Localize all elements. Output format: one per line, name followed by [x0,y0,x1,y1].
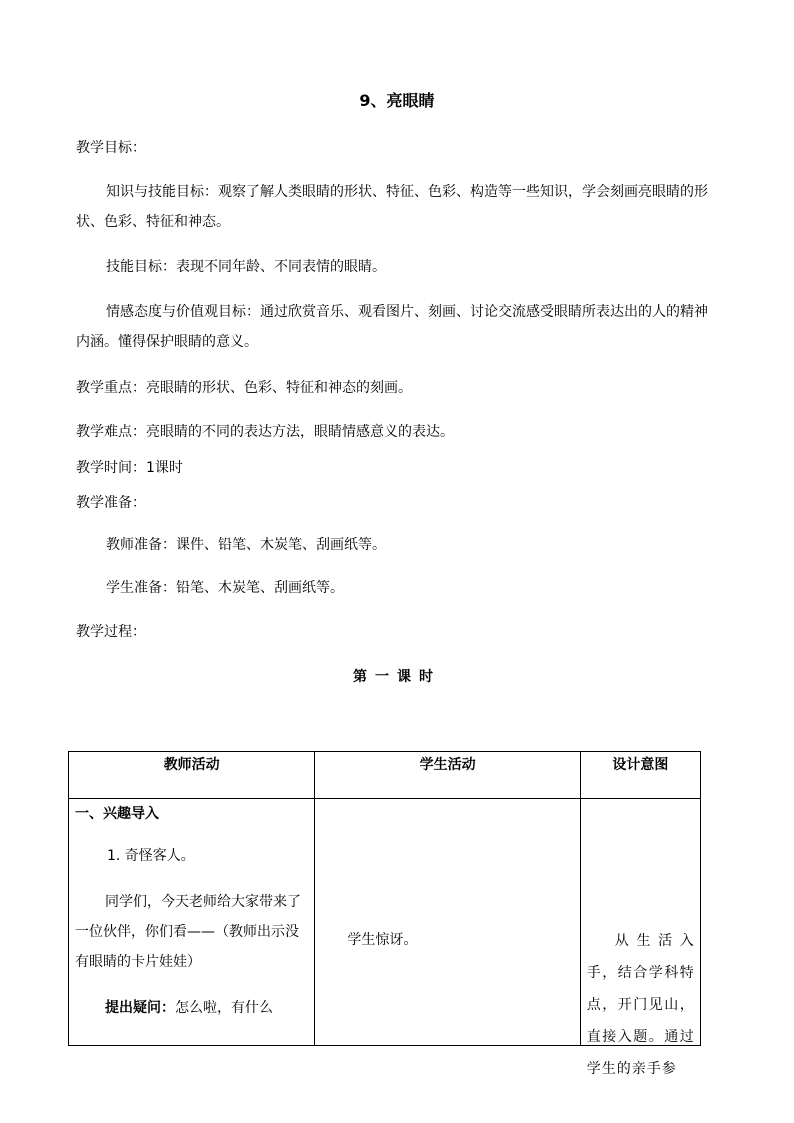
difficult-point: 教学难点：亮眼睛的不同的表达方法，眼睛情感意义的表达。 [76,424,454,440]
teacher-activity-cell [69,799,315,1046]
preparation-label: 教学准备： [76,495,146,511]
objectives-label: 教学目标： [76,140,146,156]
student-response: 学生惊讶。 [347,932,418,948]
activity-paragraph: 同学们，今天老师给大家带来了一位伙伴，你们看——（教师出示没有眼睛的卡片娃娃） [75,894,301,970]
activity-item: 1. 奇怪客人。 [107,848,195,864]
objective-emotion: 情感态度与价值观目标：通过欣赏音乐、观看图片、刻画、讨论交流感受眼睛所表达出的人的精神内涵。懂得保护眼睛的意义。 [76,304,708,350]
key-point: 教学重点：亮眼睛的形状、色彩、特征和神态的刻画。 [76,380,412,396]
process-label: 教学过程： [76,624,146,640]
header-student-activity: 学生活动 [315,752,580,799]
table-header-row [69,752,701,799]
student-activity-cell [315,799,580,1046]
objective-knowledge: 知识与技能目标：观察了解人类眼睛的形状、特征、色彩、构造等一些知识，学会刻画亮眼睛的形状、色彩、特征和神态。 [76,184,708,230]
header-teacher-activity: 教师活动 [69,752,315,799]
question-paragraph [75,993,309,1023]
question-text: 怎么啦，有什么 [175,1000,273,1016]
teacher-preparation: 教师准备：课件、铅笔、木炭笔、刮画纸等。 [106,537,386,553]
question-label: 提出疑问： [105,1000,175,1016]
table-row [69,799,701,1046]
lesson-plan-table [68,751,701,1077]
page-title: 9、亮眼睛 [359,91,435,110]
section-heading: 一、兴趣导入 [75,806,159,822]
design-intent-text: 从生活入手，结合学科特点，开门见山，直接入题。通过学生的亲手参 [586,933,695,1077]
lesson-heading: 第一课时 [353,669,441,685]
teaching-time: 教学时间：1课时 [76,460,183,476]
header-design-intent: 设计意图 [580,752,700,799]
objective-skill: 技能目标：表现不同年龄、不同表情的眼睛。 [106,259,386,275]
design-intent-cell [580,799,700,1077]
student-preparation: 学生准备：铅笔、木炭笔、刮画纸等。 [106,580,344,596]
